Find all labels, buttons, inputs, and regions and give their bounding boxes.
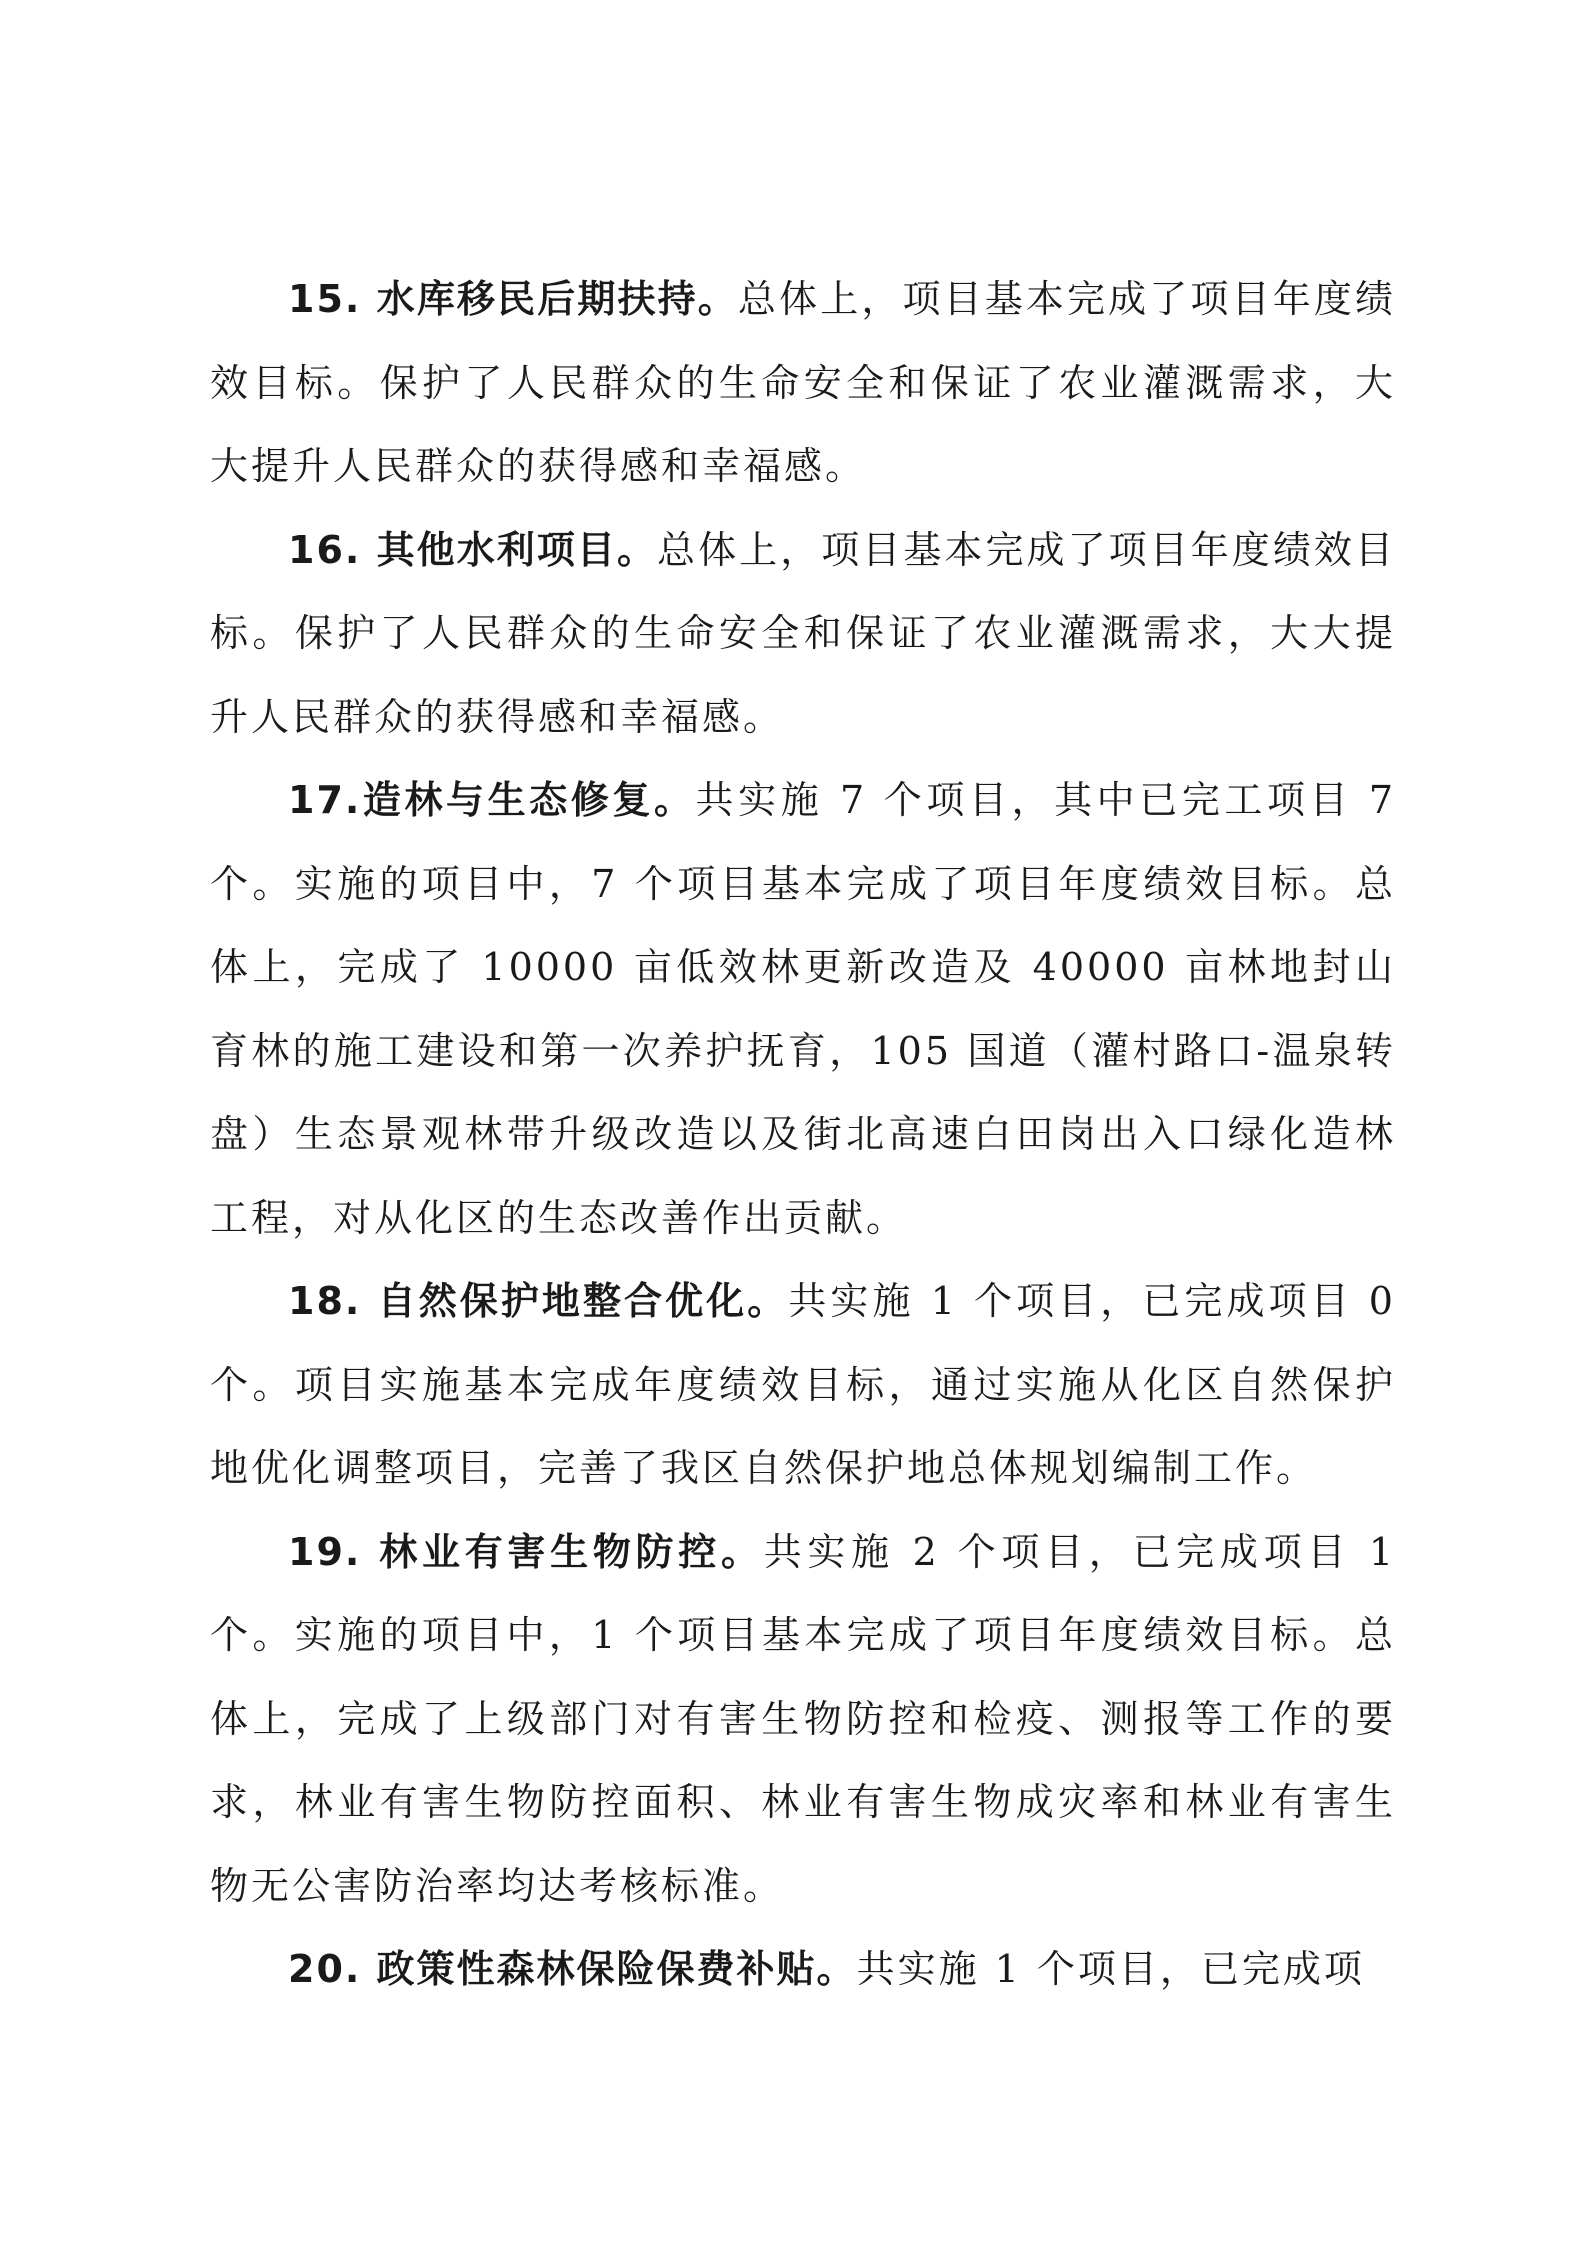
paragraph-17 bbox=[210, 759, 1396, 1260]
paragraph-heading: 18. 自然保护地整合优化。 bbox=[288, 1279, 789, 1323]
document-page bbox=[210, 258, 1396, 2012]
paragraph-20 bbox=[210, 1928, 1396, 2012]
paragraph-heading: 20. 政策性森林保险保费补贴。 bbox=[288, 1947, 857, 1991]
paragraph-body: 共实施 2 个项目，已完成项目 1 个。实施的项目中，1 个项目基本完成了项目年度绩效目标。总体上，完成了上级部门对有害生物防控和检疫、测报等工作的要求，林业有害生物防控面积、林业有害生物成灾率和林业有害生物无公害防治率均达考核标准。 bbox=[210, 1529, 1397, 1908]
paragraph-heading: 17.造林与生态修复。 bbox=[288, 778, 696, 822]
paragraph-heading: 15. 水库移民后期扶持。 bbox=[288, 277, 738, 321]
paragraph-heading: 16. 其他水利项目。 bbox=[288, 527, 658, 572]
paragraph-18 bbox=[210, 1260, 1396, 1511]
paragraph-15 bbox=[210, 258, 1396, 509]
paragraph-body: 共实施 7 个项目，其中已完工项目 7 个。实施的项目中，7 个项目基本完成了项目年度绩效目标。总体上，完成了 10000 亩低效林更新改造及 40000 亩林地封山育林的施工建设和第一次养护抚育，105 国道（灌村路口-温泉转盘）生态景观林带升级改造以及街北高速白田岗出入口绿化造林工程，对从化区的生态改善作出贡献。 bbox=[210, 778, 1396, 1240]
paragraph-body: 共实施 1 个项目，已完成项目 0 个。项目实施基本完成年度绩效目标，通过实施从化区自然保护地优化调整项目，完善了我区自然保护地总体规划编制工作。 bbox=[210, 1279, 1396, 1490]
paragraph-body: 共实施 1 个项目，已完成项 bbox=[856, 1947, 1365, 1991]
paragraph-16 bbox=[210, 509, 1396, 760]
paragraph-body: 总体上，项目基本完成了项目年度绩效目标。保护了人民群众的生命安全和保证了农业灌溉需求，大大提升人民群众的获得感和幸福感。 bbox=[210, 527, 1396, 739]
paragraph-19 bbox=[210, 1511, 1396, 1929]
paragraph-heading: 19. 林业有害生物防控。 bbox=[288, 1529, 764, 1574]
paragraph-body: 总体上，项目基本完成了项目年度绩效目标。保护了人民群众的生命安全和保证了农业灌溉需求，大大提升人民群众的获得感和幸福感。 bbox=[210, 277, 1396, 488]
